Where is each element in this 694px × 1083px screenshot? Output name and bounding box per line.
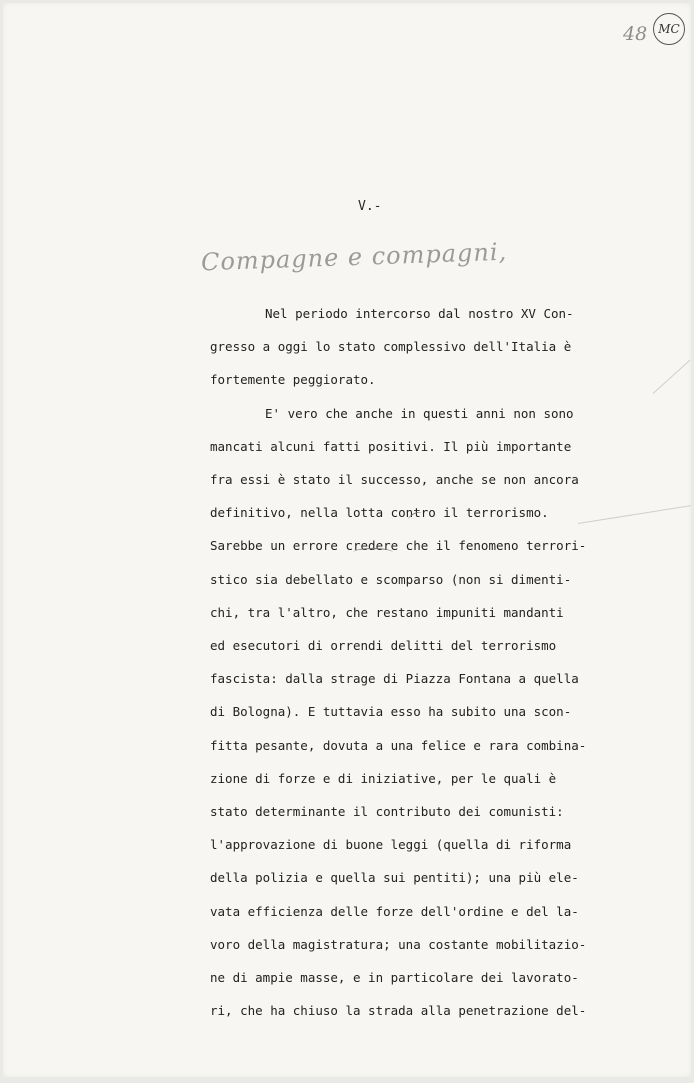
text-line: zione di forze e di iniziative, per le quali è <box>210 770 557 786</box>
pencil-stroke <box>578 505 691 524</box>
page-number: 48 <box>623 23 648 45</box>
text-line: chi, tra l'altro, che restano impuniti mandanti <box>210 604 564 620</box>
text-line: voro della magistratura; una costante mobilitazio- <box>210 936 587 952</box>
text-line: fra essi è stato il successo, anche se non ancora <box>210 472 579 488</box>
text-line: Sarebbe un errore credere che il fenomeno terrori- <box>210 538 587 554</box>
section-heading: V.- <box>358 199 382 214</box>
body-text <box>210 297 587 1027</box>
text-line: fortemente peggiorato. <box>210 372 376 388</box>
text-line: ne di ampie masse, e in particolare dei lavorato- <box>210 970 579 986</box>
pencil-stroke <box>653 360 691 394</box>
text-line: vata efficienza delle forze dell'ordine e del la- <box>210 903 579 919</box>
text-line: ed esecutori di orrendi delitti del terrorismo <box>210 638 557 654</box>
text-line: di Bologna). E tuttavia esso ha subito una scon- <box>210 704 572 720</box>
text-line: ri, che ha chiuso la strada alla penetrazione del- <box>210 1003 587 1019</box>
handwritten-salutation: Compagne e compagni, <box>200 237 508 277</box>
text-line: stico sia debellato e scomparso (non si dimenti- <box>210 571 572 587</box>
text-line: definitivo, nella lotta contro il terrorismo. <box>210 505 549 521</box>
text-line: E' vero che anche in questi anni non sono <box>265 405 574 421</box>
text-line: l'approvazione di buone leggi (quella di riforma <box>210 837 572 853</box>
text-line: fitta pesante, dovuta a una felice e rara combina- <box>210 737 587 753</box>
text-line: mancati alcuni fatti positivi. Il più importante <box>210 438 572 454</box>
text-line: Nel periodo intercorso dal nostro XV Con- <box>265 306 574 321</box>
initials-stamp: MC <box>653 13 685 45</box>
text-line: gresso a oggi lo stato complessivo dell'Italia è <box>210 339 572 355</box>
correction-mark <box>353 548 393 557</box>
text-line: della polizia e quella sui pentiti); una più ele- <box>210 870 579 886</box>
document-page <box>3 3 691 1077</box>
text-line: fascista: dalla strage di Piazza Fontana a quella <box>210 671 579 687</box>
text-line: stato determinante il contributo dei comunisti: <box>210 804 564 820</box>
